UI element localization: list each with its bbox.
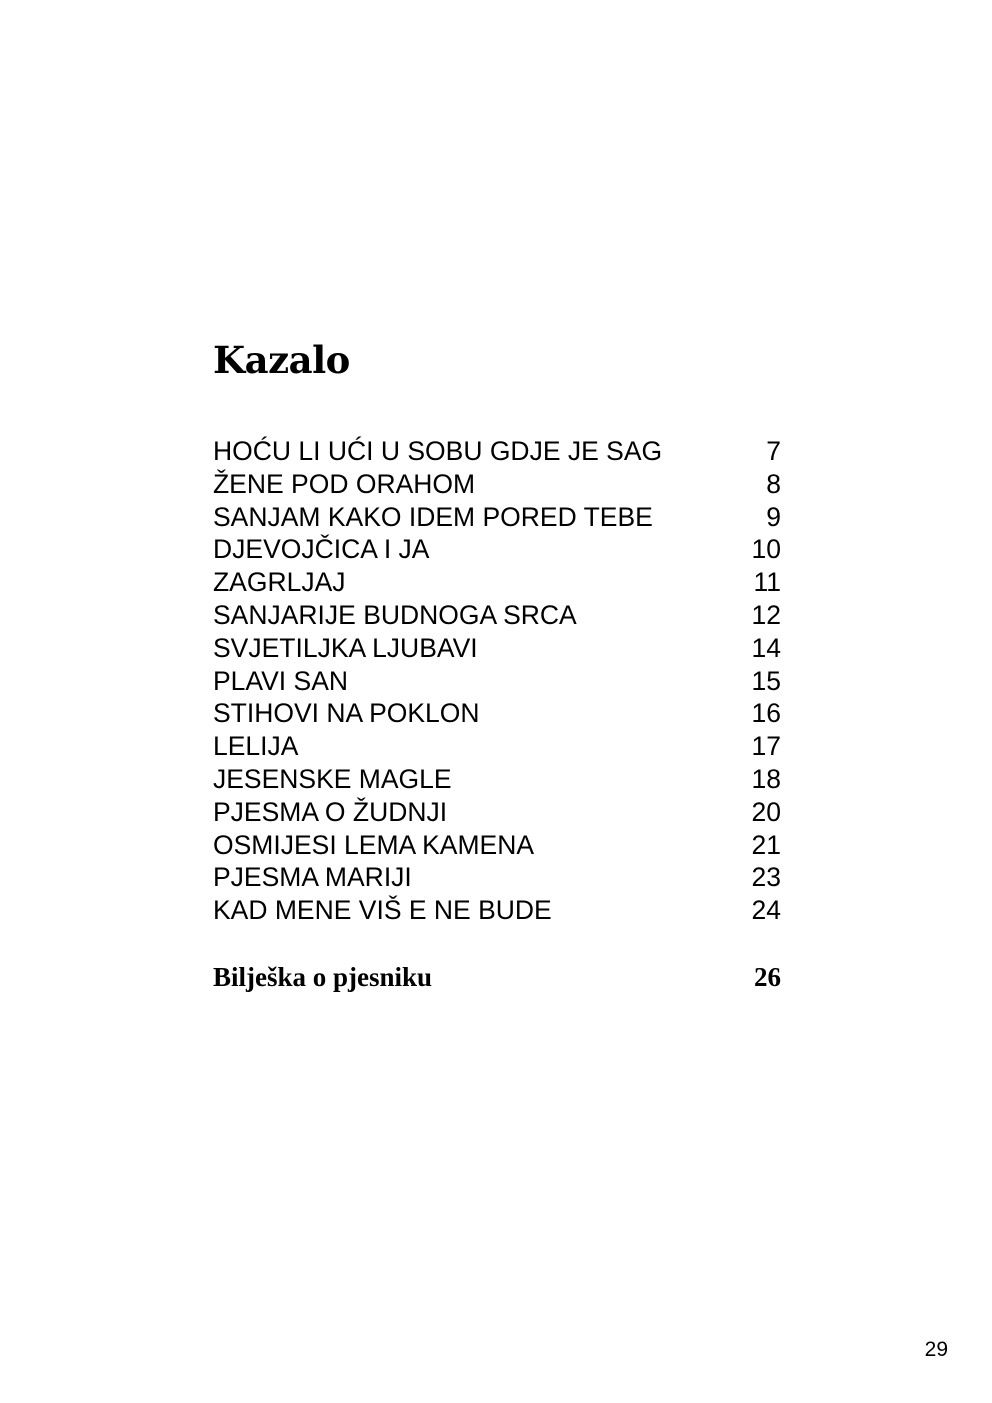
toc-entry[interactable] [213,730,781,763]
toc-entry[interactable] [213,468,781,501]
toc-entry-title: SANJARIJE BUDNOGA SRCA [213,599,577,630]
toc-entry-title: PJESMA MARIJI [213,862,412,893]
toc-entry-title: SVJETILJKA LJUBAVI [213,632,478,663]
table-of-contents [213,435,781,927]
toc-entry-page: 9 [766,501,781,532]
toc-entry[interactable] [213,763,781,796]
toc-entry-title: ZAGRLJAJ [213,567,346,598]
toc-entry-title: STIHOVI NA POKLON [213,698,480,729]
toc-entry[interactable] [213,894,781,927]
toc-entry-title: KAD MENE VIŠ E NE BUDE [213,895,552,926]
toc-entry-page: 15 [751,665,781,696]
toc-note-page: 26 [754,962,781,992]
toc-entry[interactable] [213,501,781,534]
toc-entry-page: 23 [751,862,781,893]
toc-entry-title: LELIJA [213,731,299,762]
toc-entry-title: HOĆU LI UĆI U SOBU GDJE JE SAG [213,436,663,466]
toc-entry-title: DJEVOJČICA I JA [213,534,430,565]
toc-entry[interactable] [213,861,781,894]
toc-entry[interactable] [213,697,781,730]
page-number: 29 [924,1338,948,1361]
toc-entry-page: 14 [751,632,781,663]
toc-entry-title: OSMIJESI LEMA KAMENA [213,829,535,860]
toc-entry-page: 18 [751,763,781,794]
toc-entry-title: ŽENE POD ORAHOM [213,468,476,499]
toc-entry[interactable] [213,435,781,468]
toc-entry-page: 11 [753,567,781,598]
toc-entry-page: 20 [751,796,781,827]
toc-entry[interactable] [213,632,781,665]
toc-note-title: Bilješka o pjesniku [213,962,433,992]
toc-entry-title: PLAVI SAN [213,665,349,696]
toc-entry[interactable] [213,599,781,632]
toc-entry-page: 16 [751,698,781,729]
toc-entry-page: 17 [751,731,781,762]
toc-note-entry[interactable] [213,958,781,996]
toc-entry-title: SANJAM KAKO IDEM PORED TEBE [213,501,653,532]
toc-entry[interactable] [213,533,781,566]
toc-entry-page: 10 [751,534,781,565]
toc-entry-page: 8 [766,468,781,499]
toc-entry-page: 24 [751,895,781,926]
toc-entry-page: 21 [751,829,781,860]
toc-entry-title: PJESMA O ŽUDNJI [213,796,448,827]
toc-entry[interactable] [213,796,781,829]
toc-entry[interactable] [213,829,781,862]
page-title: Kazalo [213,338,350,382]
toc-entry[interactable] [213,665,781,698]
toc-entry[interactable] [213,566,781,599]
toc-entry-page: 12 [751,599,781,630]
toc-entry-page: 7 [766,436,781,466]
toc-entry-title: JESENSKE MAGLE [213,763,452,794]
